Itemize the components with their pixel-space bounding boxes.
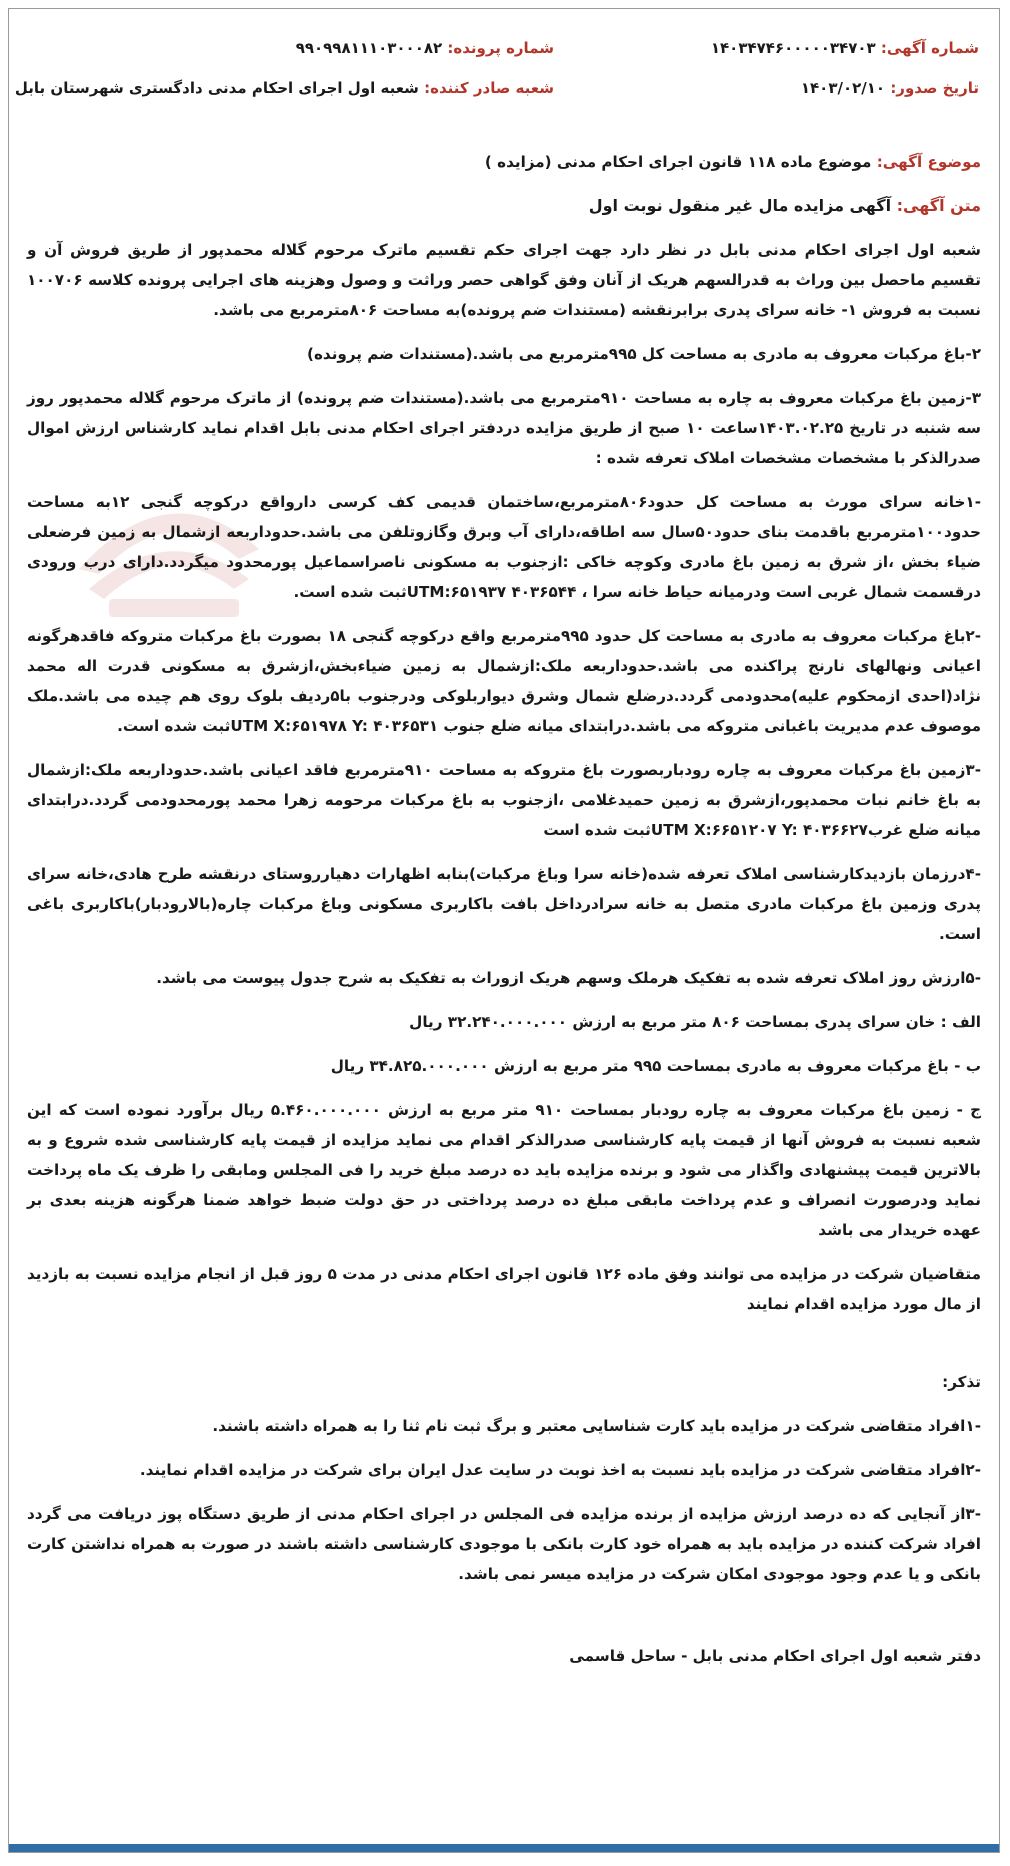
body-title-value: آگهی مزایده مال غیر منقول نوبت اول (588, 196, 892, 215)
note-item: -۳از آنجایی که ده درصد ارزش مزایده از برنده مزایده فی المجلس در اجرای احکام مدنی از طریق دستگاه پوز دریافت می گردد افراد شرکت کننده در مزایده باید به همراه خود کارت بانکی با موجودی کارشناسی داشته باشند در صورت به همراه نداشتن کارت بانکی و یا عدم وجود موجودی امکان شرکت در مزایده میسر نمی باشد. (27, 1505, 981, 1583)
paragraph: ۲-باغ مرکبات معروف به مادری به مساحت کل ۹۹۵مترمربع می باشد.(مستندات ضم پرونده) (307, 345, 981, 363)
case-number (296, 39, 554, 57)
document-frame (8, 8, 1000, 1853)
notice-number (711, 39, 979, 57)
body-title-label: متن آگهی: (896, 196, 981, 215)
note-item: -۲افراد متقاضی شرکت در مزایده باید نسبت به اخذ نوبت در سایت عدل ایران برای شرکت در مزایده اقدام نمایند. (139, 1461, 981, 1479)
paragraph: -۱خانه سرای مورث به مساحت کل حدود۸۰۶مترمربع،ساختمان قدیمی کف کرسی دارواقع درکوچه گنجی ۱۲به مساحت حدود۱۰۰مترمربع باقدمت بنای حدود۵۰سال سه اطاقه،دارای آب وبرق وگازوتلفن می باشد.حدوداربعه ازشمال به زمین فرضعلی ضیاء بخش ،از شرق به زمین باغ مادری وکوچه خاکی :ازجنوب به مسکونی ناصراسماعیل پورمحدود میگردد.دارای درب ورودی درقسمت شمال غربی است ودرمیانه حیاط خانه سرا ، UTM:۶۵۱۹۳۷ ۴۰۳۶۵۴۴ثبت شده است. (27, 493, 981, 601)
issuer-label: شعبه صادر کننده: (424, 79, 554, 97)
paragraph: -۴درزمان بازدیدکارشناسی املاک تعرفه شده(خانه سرا وباغ مرکبات)بنابه اظهارات دهیارروستای درنقشه طرح هادی،خانه سرای پدری وزمین باغ مرکبات مادری متصل به خانه سرادرداخل بافت باکاربری مسکونی وباغ مرکبات چاره(بالارودبار)باکاربری باغی است. (27, 865, 981, 943)
subject-label: موضوع آگهی: (876, 153, 981, 171)
paragraph: ۳-زمین باغ مرکبات معروف به چاره به مساحت ۹۱۰مترمربع می باشد.(مستندات ضم پرونده) از ماترک مرحوم گلاله محمدپور روز سه شنبه در تاریخ ۱۴۰۳.۰۲.۲۵ساعت ۱۰ صبح از طریق مزایده دردفتر اجرای احکام مدنی بابل اقدام نماید کارشناس ارزش اموال صدرالذکر با مشخصات مشخصات املاک تعرفه شده : (27, 389, 981, 467)
signature-line: دفتر شعبه اول اجرای احکام مدنی بابل - ساحل قاسمی (569, 1647, 981, 1665)
notice-number-value: ۱۴۰۳۴۷۴۶۰۰۰۰۰۳۴۷۰۳ (710, 39, 876, 57)
paragraph: -۲باغ مرکبات معروف به مادری به مساحت کل حدود ۹۹۵مترمربع واقع درکوچه گنجی ۱۸ بصورت باغ مرکبات متروکه فاقدهرگونه اعیانی ونهالهای نارنج پراکنده می باشد.حدوداربعه ملک:ازشمال به زمین ضیاءبخش،ازشرق به مسکونی قدرت اله محمد نژاد(احدی ازمحکوم علیه)محدودمی گردد.درضلع شمال وشرق دیواربلوکی ودرجنوب با۵ردیف بلوک روی هم چیده می باشد.ملک موصوف عدم مدیریت باغبانی متروکه می باشد.درابتدای میانه ضلع جنوب UTM X:۶۵۱۹۷۸ Y: ۴۰۳۶۵۳۱ثبت شده است. (27, 627, 982, 735)
paragraph: -۵ارزش روز املاک تعرفه شده به تفکیک هرملک وسهم هریک ازوراث به تفکیک به شرح جدول پیوست می باشد. (156, 969, 981, 987)
body-title-line (27, 191, 981, 221)
issuer-value: شعبه اول اجرای احکام مدنی دادگستری شهرستان بابل (14, 79, 419, 97)
bottom-bar (9, 1844, 999, 1852)
notice-number-label: شماره آگهی: (880, 39, 979, 57)
notice-body (27, 147, 981, 1685)
terms-paragraph: ج - زمین باغ مرکبات معروف به چاره رودبار بمساحت ۹۱۰ متر مربع به ارزش ۵.۴۶۰.۰۰۰.۰۰۰ ریال برآورد نموده است که این شعبه نسبت به فروش آنها از قیمت پایه کارشناسی صدرالذکر اقدام می نماید مزایده از قیمت پایه کارشناسی شده شروع و به بالاترین قیمت پیشنهادی واگذار می شود و برنده مزایده باید ده درصد مبلغ خرید را فی المجلس ومابقی را ظرف یک ماه پرداخت نماید ودرصورت انصراف و عدم پرداخت مابقی مبلغ ده درصد پرداختی در حق دولت ضبط خواهد ضمنا هرگونه هزینه بعدی بر عهده خریدار می باشد (27, 1101, 982, 1239)
issue-date (801, 79, 979, 97)
issue-date-value: ۱۴۰۳/۰۲/۱۰ (800, 79, 886, 97)
paragraph: -۳زمین باغ مرکبات معروف به چاره رودباربصورت باغ متروکه به مساحت ۹۱۰مترمربع فاقد اعیانی باشد.حدوداربعه ملک:ازشمال به باغ خانم نبات محمدپور،ازشرق به زمین حمیدغلامی ،ازجنوب به باغ مرکبات مرحومه زهرا محمد پورمحدودمی گردد.درابتدای میانه ضلع غربUTM X:۶۶۵۱۲۰۷ Y: ۴۰۳۶۶۲۷ثبت شده است (27, 761, 981, 839)
issuer (15, 79, 554, 97)
terms-paragraph: متقاضیان شرکت در مزایده می توانند وفق ماده ۱۲۶ قانون اجرای احکام مدنی در مدت ۵ روز قبل از انجام مزایده نسبت به بازدید از مال مورد مزایده اقدام نمایند (27, 1265, 981, 1313)
case-number-value: ۹۹۰۹۹۸۱۱۱۰۳۰۰۰۸۲ (295, 39, 443, 57)
valuation-line: الف : خان سرای پدری بمساحت ۸۰۶ متر مربع به ارزش ۳۲.۲۴۰.۰۰۰.۰۰۰ ریال (409, 1013, 981, 1031)
notes-title: تذکر: (942, 1373, 981, 1391)
case-number-label: شماره پرونده: (447, 39, 554, 57)
note-item: -۱افراد متقاضی شرکت در مزایده باید کارت شناسایی معتبر و برگ ثبت نام ثنا را به همراه داشته باشند. (212, 1417, 981, 1435)
subject-line (27, 147, 981, 177)
issue-date-label: تاریخ صدور: (890, 79, 979, 97)
paragraph: شعبه اول اجرای احکام مدنی بابل در نظر دارد جهت اجرای حکم تقسیم ماترک مرحوم گلاله محمدپور از طریق فروش آن و تقسیم ماحصل بین وراث به قدرالسهم هریک از آنان وفق گواهی حصر وراثت و وصول وهزینه های اجرایی پرونده کلاسه ۱۰۰۷۰۶ نسبت به فروش ۱- خانه سرای پدری برابرنقشه (مستندات ضم پرونده)به مساحت ۸۰۶مترمربع می باشد. (27, 241, 981, 319)
subject-value: موضوع ماده ۱۱۸ قانون اجرای احکام مدنی (مزایده ) (484, 153, 872, 171)
valuation-line: ب - باغ مرکبات معروف به مادری بمساحت ۹۹۵ متر مربع به ارزش ۳۴.۸۲۵.۰۰۰.۰۰۰ ریال (330, 1057, 981, 1075)
